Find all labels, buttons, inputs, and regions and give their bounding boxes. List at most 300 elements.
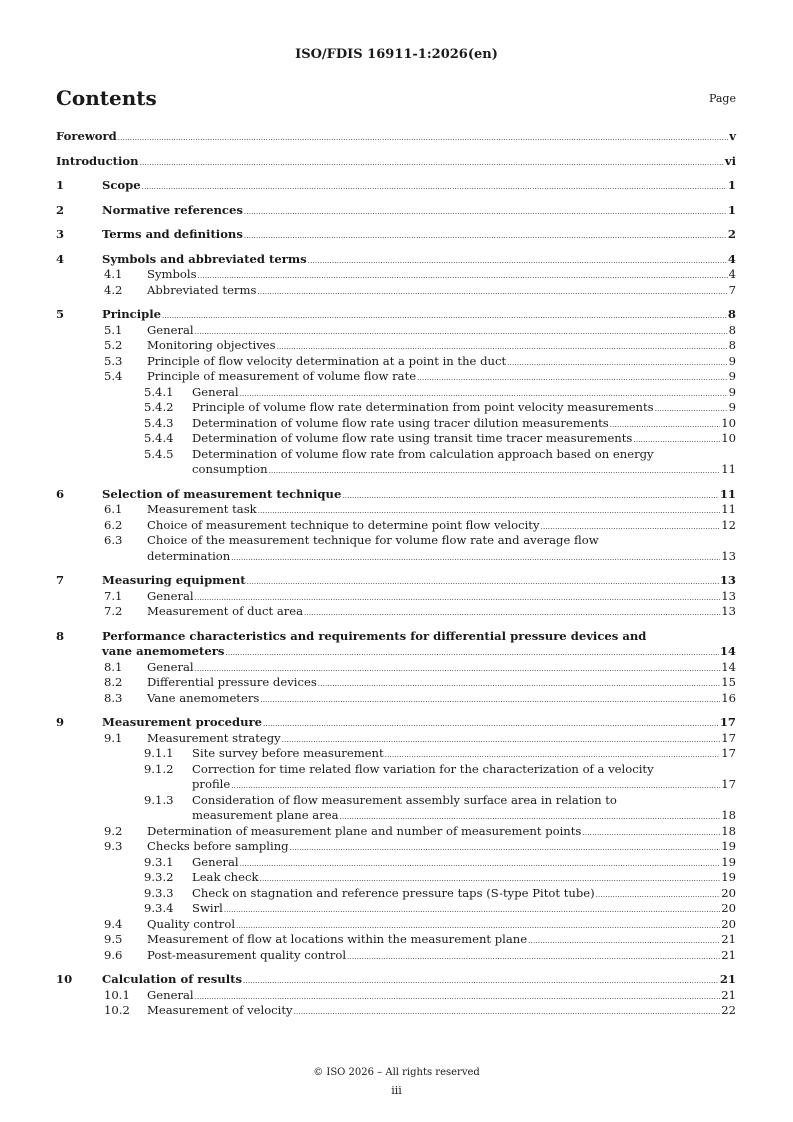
toc-leader-dots (385, 746, 721, 762)
toc-entry-number: 9.1 (104, 730, 123, 745)
toc-leader-dots (142, 178, 727, 194)
toc-leader-dots (541, 518, 721, 534)
toc-entry[interactable] (56, 307, 736, 323)
toc-entry-line (192, 870, 736, 886)
toc-entry-page: 13 (721, 548, 736, 563)
toc-entry-page: 21 (721, 932, 736, 946)
toc-entry-title: consumption (192, 462, 268, 476)
toc-entry-page: 7 (728, 282, 736, 297)
toc-entry[interactable] (56, 323, 736, 339)
toc-entry-title: Principle of measurement of volume flow rate (147, 369, 417, 383)
toc-entry-page: 21 (721, 987, 736, 1002)
toc-entry-line (192, 777, 736, 793)
toc-gap (56, 243, 736, 252)
toc-leader-dots (304, 604, 720, 620)
toc-gap (56, 298, 736, 307)
toc-entry[interactable] (56, 715, 736, 731)
toc-entry-line (147, 502, 736, 518)
toc-leader-dots (225, 644, 718, 660)
toc-entry-line (192, 855, 736, 871)
toc-entry-number: 10.1 (104, 987, 130, 1002)
toc-entry-line (102, 715, 736, 731)
toc-entry-page: 21 (721, 947, 736, 962)
toc-entry-line (147, 533, 736, 549)
toc-entry-title: Terms and definitions (102, 227, 243, 241)
toc-entry[interactable] (56, 901, 736, 917)
toc-entry-number: 9.3 (104, 839, 123, 853)
toc-entry-line (147, 354, 736, 370)
toc-entry-line (192, 901, 736, 917)
toc-entry-page: 13 (721, 588, 736, 603)
toc-entry-line (102, 972, 736, 988)
toc-entry[interactable] (56, 691, 736, 707)
toc-entry-number: 9.1.3 (144, 792, 174, 807)
toc-leader-dots (162, 307, 727, 323)
toc-entry-page: 8 (727, 307, 736, 321)
toc-entry-page: 11 (719, 486, 736, 501)
toc-entry[interactable] (56, 354, 736, 370)
toc-leader-dots (308, 252, 727, 268)
toc-entry[interactable] (56, 644, 736, 660)
toc-entry-line (102, 307, 736, 323)
toc-leader-dots (610, 416, 721, 432)
toc-entry-title: Principle (102, 307, 162, 321)
toc-entry-number: 5.4.5 (144, 446, 174, 461)
toc-entry-page: 4 (728, 267, 736, 281)
copyright-footer: © ISO 2026 – All rights reserved (313, 1067, 480, 1078)
toc-entry[interactable] (56, 252, 736, 268)
toc-entry-title: Measurement of flow at locations within the measurement plane (147, 932, 528, 946)
toc-entry[interactable] (56, 400, 736, 416)
toc-leader-dots (195, 660, 721, 676)
toc-gap (56, 963, 736, 972)
toc-entry-line (147, 839, 736, 855)
toc-entry-title: Choice of the measurement technique for volume flow rate and average flow (147, 533, 599, 547)
toc-leader-dots (247, 573, 719, 589)
toc-entry-number: 5.4.2 (144, 400, 174, 414)
toc-entry-line (147, 824, 736, 840)
toc-entry-title: Measurement of duct area (147, 604, 304, 618)
toc-leader-dots (596, 886, 721, 902)
toc-entry-title: General (147, 987, 194, 1002)
toc-leader-dots (277, 338, 728, 354)
toc-entry-line (102, 629, 736, 645)
toc-gap (56, 564, 736, 573)
toc-entry-line (102, 203, 736, 219)
toc-entry[interactable] (56, 988, 736, 1004)
toc-entry-title: Measuring equipment (102, 573, 246, 587)
toc-leader-dots (231, 549, 720, 565)
toc-entry-page: 9 (728, 400, 736, 414)
toc-entry-number: 6.1 (104, 502, 123, 516)
contents-title: Contents (56, 86, 157, 110)
toc-entry-page: 14 (719, 644, 736, 658)
toc-entry-line (147, 323, 736, 339)
toc-entry[interactable] (56, 731, 736, 747)
toc-entry-line (147, 917, 736, 933)
toc-entry-line (147, 604, 736, 620)
toc-entry-title: Introduction (56, 153, 139, 168)
toc-leader-dots (258, 502, 721, 518)
toc-entry-line (147, 369, 736, 385)
toc-entry-line (147, 675, 736, 691)
toc-entry-number: 6.3 (104, 533, 123, 547)
toc-entry-page: 22 (721, 1003, 736, 1017)
toc-gap (56, 145, 736, 154)
toc-gap (56, 620, 736, 629)
toc-entry-number: 7 (56, 573, 65, 587)
toc-entry-title: Measurement of velocity (147, 1003, 293, 1017)
toc-entry-page: 14 (721, 659, 736, 674)
toc-leader-dots (257, 283, 727, 299)
toc-entry-line (56, 154, 736, 170)
toc-entry-page: 11 (721, 462, 736, 476)
toc-entry-line (147, 988, 736, 1004)
toc-entry[interactable] (56, 972, 736, 988)
toc-leader-dots (243, 972, 719, 988)
toc-entry-title: Determination of volume flow rate using tracer dilution measurements (192, 415, 609, 430)
toc-entry[interactable] (56, 518, 736, 534)
toc-entry-number: 10 (56, 972, 73, 986)
toc-entry[interactable] (56, 629, 736, 645)
toc-entry-number: 2 (56, 202, 65, 217)
toc-entry-title: Measurement task (147, 502, 257, 516)
toc-entry-number: 9.6 (104, 947, 123, 962)
toc-entry-number: 5.4 (104, 369, 123, 383)
toc-entry-number: 9.3.3 (144, 885, 174, 900)
toc-gap (56, 169, 736, 178)
toc-entry[interactable] (56, 870, 736, 886)
toc-entry-page: 18 (721, 808, 736, 822)
toc-entry[interactable] (56, 660, 736, 676)
toc-entry-title: Symbols and abbreviated terms (102, 251, 307, 266)
toc-entry[interactable] (56, 267, 736, 283)
toc-entry-number: 8 (56, 628, 65, 643)
toc-entry-title: Normative references (102, 202, 243, 217)
toc-entry-page: 17 (721, 730, 736, 745)
toc-entry-title: General (192, 854, 239, 869)
toc-entry[interactable] (56, 129, 736, 145)
toc-entry-line (192, 462, 736, 478)
toc-leader-dots (224, 901, 720, 917)
toc-entry[interactable] (56, 762, 736, 778)
toc-entry-number: 5 (56, 307, 65, 321)
toc-entry-number: 8.2 (104, 675, 123, 689)
toc-leader-dots (140, 154, 724, 170)
toc-leader-dots (290, 839, 721, 855)
toc-entry[interactable] (56, 178, 736, 194)
toc-leader-dots (417, 369, 728, 385)
toc-leader-dots (269, 462, 721, 478)
toc-entry-title: Scope (102, 178, 141, 192)
toc-entry-page: 10 (721, 431, 736, 445)
toc-entry-line (192, 793, 736, 809)
toc-entry-page: 1 (727, 202, 736, 217)
toc-gap (56, 706, 736, 715)
toc-entry-page: 21 (719, 972, 736, 986)
toc-leader-dots (294, 1003, 721, 1019)
toc-entry-number: 6 (56, 486, 65, 501)
toc-entry-title: Differential pressure devices (147, 675, 317, 689)
toc-entry[interactable] (56, 416, 736, 432)
table-of-contents (56, 129, 736, 1019)
toc-entry-line (102, 178, 736, 194)
toc-entry[interactable] (56, 1003, 736, 1019)
toc-entry-title: Correction for time related flow variation for the characterization of a velocity (192, 761, 654, 776)
toc-entry-page: v (729, 129, 736, 143)
toc-entry-line (102, 227, 736, 243)
toc-entry-title: Monitoring objectives (147, 338, 276, 352)
toc-entry-title: Check on stagnation and reference pressure taps (S-type Pitot tube) (192, 885, 595, 900)
toc-entry[interactable] (56, 589, 736, 605)
toc-entry-number: 9.5 (104, 932, 123, 946)
toc-entry-number: 4 (56, 251, 65, 266)
toc-entry-title: Determination of volume flow rate using transit time tracer measurements (192, 431, 633, 445)
toc-entry[interactable] (56, 824, 736, 840)
toc-leader-dots (260, 691, 720, 707)
toc-entry[interactable] (56, 793, 736, 809)
toc-entry-page: 10 (721, 415, 736, 430)
toc-entry-line (147, 518, 736, 534)
toc-entry-number: 5.4.1 (144, 384, 174, 399)
toc-entry[interactable] (56, 533, 736, 549)
toc-gap (56, 218, 736, 227)
toc-entry-title: Choice of measurement technique to determine point flow velocity (147, 517, 540, 532)
toc-leader-dots (260, 870, 721, 886)
toc-entry[interactable] (56, 549, 736, 565)
toc-leader-dots (118, 129, 729, 145)
toc-entry-title: Site survey before measurement (192, 746, 384, 760)
toc-entry[interactable] (56, 855, 736, 871)
toc-entry-page: 9 (728, 384, 736, 399)
toc-entry[interactable] (56, 932, 736, 948)
toc-entry-number: 5.4.3 (144, 415, 174, 430)
toc-entry-page: 9 (728, 353, 736, 368)
toc-entry-title: Principle of volume flow rate determination from point velocity measurements (192, 400, 654, 414)
toc-entry-number: 9.1.2 (144, 761, 174, 776)
toc-leader-dots (236, 917, 720, 933)
toc-leader-dots (633, 431, 720, 447)
toc-entry-page: 17 (721, 746, 736, 760)
toc-entry-number: 7.2 (104, 604, 123, 618)
toc-entry-title: Symbols (147, 267, 197, 281)
toc-entry[interactable] (56, 675, 736, 691)
toc-entry-title: Selection of measurement technique (102, 486, 342, 501)
toc-leader-dots (507, 354, 727, 370)
toc-entry-line (192, 431, 736, 447)
toc-entry-line (147, 731, 736, 747)
toc-entry-title: Measurement procedure (102, 715, 263, 729)
toc-entry-page: 18 (721, 823, 736, 838)
toc-entry-title: Quality control (147, 916, 236, 931)
toc-entry[interactable] (56, 808, 736, 824)
toc-entry-title: measurement plane area (192, 808, 339, 822)
toc-entry-number: 9.3.2 (144, 870, 174, 884)
toc-entry[interactable] (56, 917, 736, 933)
toc-entry-line (147, 932, 736, 948)
toc-entry-title: Consideration of flow measurement assembly surface area in relation to (192, 792, 617, 807)
toc-entry-number: 7.1 (104, 588, 123, 603)
toc-entry[interactable] (56, 431, 736, 447)
toc-entry[interactable] (56, 447, 736, 463)
toc-entry-title: Swirl (192, 901, 223, 915)
toc-gap (56, 194, 736, 203)
toc-entry-line (192, 385, 736, 401)
toc-leader-dots (318, 675, 720, 691)
toc-entry-line (147, 1003, 736, 1019)
document-header: ISO/FDIS 16911-1:2026(en) (295, 47, 498, 62)
toc-entry-line (102, 487, 736, 503)
toc-entry[interactable] (56, 604, 736, 620)
toc-entry[interactable] (56, 385, 736, 401)
toc-entry-title: profile (192, 777, 231, 791)
toc-entry-number: 5.2 (104, 338, 123, 352)
toc-entry-number: 9.3.1 (144, 854, 174, 869)
toc-entry-line (147, 283, 736, 299)
toc-entry-line (147, 948, 736, 964)
toc-leader-dots (195, 323, 728, 339)
toc-entry-page: 19 (721, 870, 736, 884)
toc-entry[interactable] (56, 227, 736, 243)
toc-entry-page: 11 (721, 502, 736, 516)
toc-entry[interactable] (56, 338, 736, 354)
toc-entry-number: 3 (56, 227, 65, 241)
toc-entry-title: Leak check (192, 870, 259, 884)
toc-leader-dots (347, 948, 720, 964)
toc-entry-number: 5.4.4 (144, 431, 174, 445)
toc-entry-number: 4.1 (104, 267, 123, 281)
toc-entry-line (147, 267, 736, 283)
toc-entry-title: Vane anemometers (147, 690, 260, 705)
toc-entry-page: 13 (721, 604, 736, 618)
toc-entry-number: 5.3 (104, 353, 123, 368)
toc-entry-title: Checks before sampling (147, 839, 289, 853)
toc-entry-line (192, 762, 736, 778)
toc-entry-page: 20 (721, 885, 736, 900)
toc-entry-number: 4.2 (104, 282, 123, 297)
toc-entry[interactable] (56, 746, 736, 762)
toc-entry-title: General (192, 384, 239, 399)
toc-entry-number: 9.4 (104, 916, 123, 931)
toc-entry-number: 5.1 (104, 322, 123, 337)
toc-entry-page: 15 (721, 675, 736, 689)
toc-entry-page: 20 (721, 916, 736, 931)
toc-entry-number: 1 (56, 178, 65, 192)
toc-leader-dots (282, 731, 721, 747)
toc-entry-title: Measurement strategy (147, 730, 281, 745)
page-number: iii (391, 1084, 402, 1097)
toc-entry-title: determination (147, 548, 231, 563)
toc-leader-dots (342, 487, 719, 503)
toc-entry-line (56, 129, 736, 145)
toc-entry-line (102, 644, 736, 660)
toc-entry-line (147, 589, 736, 605)
toc-entry-line (102, 573, 736, 589)
toc-entry-title: General (147, 588, 194, 603)
toc-entry-page: 16 (721, 690, 736, 705)
toc-entry-line (192, 808, 736, 824)
toc-entry-title: vane anemometers (102, 644, 225, 658)
toc-entry-page: 1 (727, 178, 736, 192)
toc-entry-number: 9.1.1 (144, 746, 174, 760)
toc-entry-line (192, 886, 736, 902)
toc-entry-page: 2 (727, 227, 736, 241)
toc-entry-number: 9.3.4 (144, 901, 174, 915)
toc-entry-line (147, 691, 736, 707)
toc-entry[interactable] (56, 283, 736, 299)
toc-leader-dots (528, 932, 720, 948)
toc-leader-dots (582, 824, 720, 840)
toc-entry[interactable] (56, 462, 736, 478)
toc-entry[interactable] (56, 839, 736, 855)
toc-entry-page: 17 (719, 715, 736, 729)
toc-entry-title: General (147, 659, 194, 674)
toc-entry-title: Post-measurement quality control (147, 947, 347, 962)
toc-entry-page: 20 (721, 901, 736, 915)
toc-entry-number: 6.2 (104, 517, 123, 532)
toc-entry-page: 19 (721, 839, 736, 853)
toc-entry-title: General (147, 322, 194, 337)
toc-entry[interactable] (56, 886, 736, 902)
toc-leader-dots (263, 715, 719, 731)
toc-entry[interactable] (56, 777, 736, 793)
toc-entry[interactable] (56, 487, 736, 503)
toc-leader-dots (195, 589, 721, 605)
toc-entry-page: 4 (727, 251, 736, 266)
toc-leader-dots (340, 808, 721, 824)
toc-entry-line (192, 400, 736, 416)
toc-entry-line (102, 252, 736, 268)
toc-entry-page: 13 (719, 573, 736, 587)
toc-entry-number: 9 (56, 715, 65, 729)
toc-entry-line (147, 660, 736, 676)
toc-entry-title: Foreword (56, 129, 117, 143)
toc-entry-title: Determination of measurement plane and number of measurement points (147, 823, 582, 838)
toc-entry-number: 8.3 (104, 690, 123, 705)
toc-entry-line (147, 549, 736, 565)
toc-entry[interactable] (56, 154, 736, 170)
toc-leader-dots (198, 267, 728, 283)
toc-leader-dots (244, 203, 727, 219)
toc-leader-dots (195, 988, 721, 1004)
toc-entry-page: 9 (728, 369, 736, 383)
toc-entry-line (192, 447, 736, 463)
toc-entry-page: vi (724, 153, 736, 168)
toc-leader-dots (240, 385, 728, 401)
toc-entry-line (147, 338, 736, 354)
toc-entry-number: 9.2 (104, 823, 123, 838)
toc-entry[interactable] (56, 369, 736, 385)
toc-entry-page: 19 (721, 854, 736, 869)
toc-entry-title: Determination of volume flow rate from calculation approach based on energy (192, 446, 654, 461)
toc-entry-number: 8.1 (104, 659, 123, 674)
toc-leader-dots (655, 400, 728, 416)
toc-leader-dots (244, 227, 727, 243)
toc-entry[interactable] (56, 573, 736, 589)
toc-entry-title: Performance characteristics and requirements for differential pressure devices and (102, 628, 647, 643)
toc-entry-title: Principle of flow velocity determination at a point in the duct (147, 353, 507, 368)
toc-entry-page: 8 (728, 338, 736, 352)
toc-entry-page: 12 (721, 517, 736, 532)
toc-entry-line (192, 416, 736, 432)
toc-entry[interactable] (56, 948, 736, 964)
toc-leader-dots (231, 777, 720, 793)
toc-entry[interactable] (56, 502, 736, 518)
toc-entry[interactable] (56, 203, 736, 219)
toc-entry-number: 10.2 (104, 1003, 130, 1017)
toc-entry-title: Abbreviated terms (147, 282, 257, 297)
toc-entry-page: 8 (728, 322, 736, 337)
